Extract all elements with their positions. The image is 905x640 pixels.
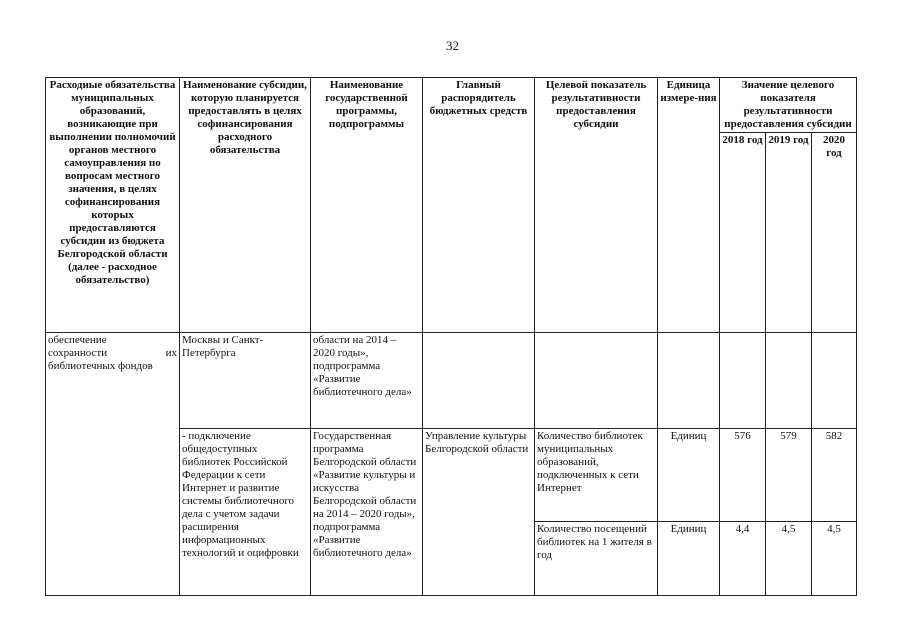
obligation-line: обеспечение <box>48 334 107 346</box>
cell-unit: Единиц <box>658 522 720 596</box>
cell-value-2020: 582 <box>812 429 857 522</box>
cell-obligation <box>46 333 180 596</box>
subsidy-table <box>45 77 857 596</box>
cell-value-2018: 576 <box>720 429 766 522</box>
page-number: 32 <box>446 38 459 53</box>
header-obligation: Расходные обязательства муниципальных образований, возникающие при выполнении полномочий органов местного самоуправления по вопросам местного значения, в целях софинансирования которых предоставляются субсидии из бюджета Белгородской области (далее - расходное обязательство) <box>46 78 180 333</box>
obligation-word: их <box>165 347 177 359</box>
cell-distributor <box>423 333 535 429</box>
header-year-2020: 2020 год <box>812 133 857 333</box>
cell-value-2020: 4,5 <box>812 522 857 596</box>
cell-subsidy: - подключение общедоступных библиотек Российской Федерации к сети Интернет и развитие системы библиотечного дела с учетом задачи расширения информационных технологий и оцифровки <box>180 429 311 596</box>
cell-indicator: Количество посещений библиотек на 1 жителя в год <box>535 522 658 596</box>
obligation-line: библиотечных фондов <box>48 360 153 372</box>
cell-value-2019 <box>766 333 812 429</box>
cell-indicator <box>535 333 658 429</box>
obligation-justified-line <box>48 347 177 360</box>
cell-subsidy: Москвы и Санкт-Петербурга <box>180 333 311 429</box>
header-row <box>46 78 857 133</box>
header-unit: Единица измере-ния <box>658 78 720 333</box>
cell-value-2018 <box>720 333 766 429</box>
header-subsidy: Наименование субсидии, которую планируется предоставлять в целях софинансирования расходного обязательства <box>180 78 311 333</box>
cell-unit <box>658 333 720 429</box>
header-target-value: Значение целевого показателя результативности предоставления субсидии <box>720 78 857 133</box>
cell-value-2019: 579 <box>766 429 812 522</box>
header-program: Наименование государственной программы, подпрограммы <box>311 78 423 333</box>
header-year-2018: 2018 год <box>720 133 766 333</box>
obligation-word: сохранности <box>48 347 108 359</box>
header-distributor: Главный распорядитель бюджетных средств <box>423 78 535 333</box>
cell-value-2019: 4,5 <box>766 522 812 596</box>
cell-value-2018: 4,4 <box>720 522 766 596</box>
cell-program: области на 2014 – 2020 годы», подпрограмма «Развитие библиотечного дела» <box>311 333 423 429</box>
cell-value-2020 <box>812 333 857 429</box>
table-row <box>46 333 857 429</box>
cell-unit: Единиц <box>658 429 720 522</box>
cell-program: Государственная программа Белгородской области «Развитие культуры и искусства Белгородской области на 2014 – 2020 годы», подпрограмма «Развитие библиотечного дела» <box>311 429 423 596</box>
header-year-2019: 2019 год <box>766 133 812 333</box>
cell-distributor: Управление культуры Белгородской области <box>423 429 535 596</box>
header-indicator: Целевой показатель результативности предоставления субсидии <box>535 78 658 333</box>
cell-indicator: Количество библиотек муниципальных образований, подключенных к сети Интернет <box>535 429 658 522</box>
